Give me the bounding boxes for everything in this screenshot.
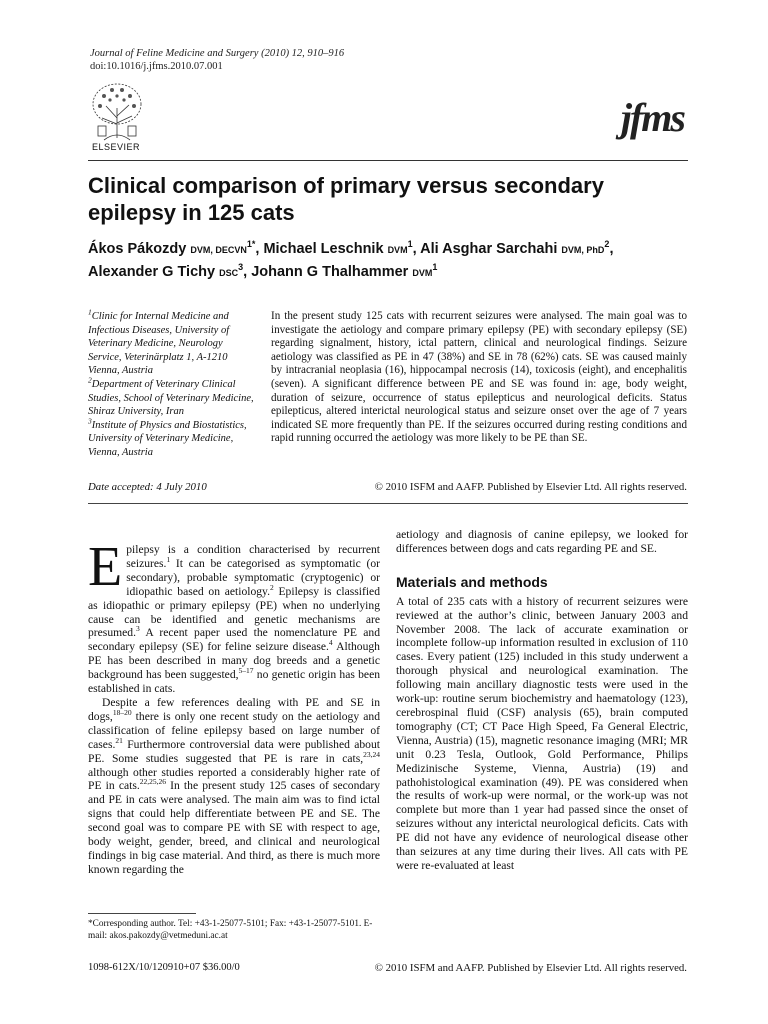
- author-credentials: DVM: [412, 268, 433, 278]
- article-title: Clinical comparison of primary versus secondary epilepsy in 125 cats: [88, 173, 604, 225]
- author-affiliation-mark: 1: [432, 262, 438, 273]
- author-name: Michael Leschnik: [263, 241, 384, 257]
- author-list: [88, 238, 698, 284]
- affiliation-number: 1: [88, 307, 92, 317]
- affiliation-text: Department of Veterinary Clinical Studies, School of Veterinary Medicine, Shiraz University, Iran: [88, 378, 254, 418]
- citation-ref[interactable]: 2: [270, 582, 274, 592]
- citation-ref[interactable]: 18–20: [112, 708, 132, 718]
- affiliation-text: Institute of Physics and Biostatistics, University of Veterinary Medicine, Vienna, Austria: [88, 419, 247, 458]
- affiliation-number: 2: [88, 375, 92, 385]
- author-separator: ,: [255, 241, 264, 257]
- body-text: Furthermore controversial data were published about PE. Some studies suggested that PE is rare in cats,: [88, 737, 380, 765]
- citation-ref[interactable]: 4: [328, 638, 333, 648]
- citation-ref[interactable]: 21: [115, 735, 123, 745]
- author-name: Alexander G Tichy: [88, 264, 216, 280]
- journal-citation: Journal of Feline Medicine and Surgery (2010) 12, 910–916: [90, 48, 345, 59]
- email-link[interactable]: akos.pakozdy@vetmeduni.ac.at: [109, 931, 228, 941]
- citation-ref[interactable]: 23,24: [363, 749, 380, 759]
- body-text: In the present study 125 cases of secondary and PE in cats were analysed. The main aim was to find ictal signs that could help differentiate between PE and SE. The second goal was to compare PE with SE with respect to age, body weight, gender, breed, and clinical and neurological findings in big case material. And third, as there is much more known regarding the: [88, 779, 380, 876]
- doi-link[interactable]: doi:10.1016/j.jfms.2010.07.001: [90, 61, 223, 72]
- section-heading-methods: Materials and methods: [396, 573, 548, 590]
- abstract-copyright: © 2010 ISFM and AAFP. Published by Elsevier Ltd. All rights reserved.: [374, 481, 687, 493]
- affiliation-text: Clinic for Internal Medicine and Infectious Diseases, University of Veterinary Medicine, Neurology Service, Veterinärplatz 1, A-1210 Vienna, Austria: [88, 311, 230, 377]
- author-name: Ákos Pákozdy: [88, 241, 187, 257]
- elsevier-tree-logo: [84, 78, 150, 146]
- author-credentials: DVM: [387, 245, 408, 255]
- body-text: there is only one recent study on the aetiology and classification of feline epilepsy based on large number of cases.: [88, 709, 380, 751]
- citation-ref[interactable]: 3: [135, 624, 140, 634]
- author-name: Ali Asghar Sarchahi: [420, 241, 558, 257]
- citation-ref[interactable]: 1: [166, 555, 171, 565]
- author-separator: ,: [412, 241, 421, 257]
- header-divider: [88, 160, 688, 161]
- jfms-logo: jfms: [620, 95, 684, 140]
- body-paragraph: A total of 235 cats with a history of recurrent seizures were reviewed at the author’s clinic, between January 2003 and November 2008. The lack of accurate examination or incomplete follow-up information resulted in exclusion of 110 cases. Every patient (125) included in this study underwent a thorough physical and neurological examination. The following main ancillary diagnostic tests were used in the work-up: routine serum biochemistry and haematology (123), cerebrospinal fluid (CSF) analysis (65), brain computed tomography (CT; CT Pace High Speed, Fa General Electric, Vienna, Austria) (15), magnetic resonance imaging (MRI; MR unit 0.23 Tesla, Outlook, Gold Performance, Philips Medizinische Systeme, Vienna, Austria) (19) and pathohistological examination (49). PE was considered when the results of work-up were normal, or the work-up was not complete but more than 1 year had passed since the onset of seizures without any interictal neurological deficits. Cats with PE did not have any evidence of neurological disease other than seizures at any time during their lives. All cats with PE were re-evaluated at least: [396, 594, 688, 872]
- citation-ref[interactable]: 5–17: [238, 666, 254, 676]
- date-accepted: Date accepted: 4 July 2010: [88, 481, 207, 493]
- author-credentials: DVM, PhD: [561, 245, 605, 255]
- body-paragraph: aetiology and diagnosis of canine epilepsy, we looked for differences between dogs and cats regarding PE and SE.: [396, 528, 688, 555]
- citation-ref[interactable]: 22,25,26: [139, 777, 166, 787]
- author-credentials: DSC: [219, 268, 239, 278]
- body-text: although other studies reported a considerably higher rate of PE in cats.: [88, 765, 380, 793]
- body-text: Epilepsy is classified as idiopathic or primary epilepsy (PE) when no underlying cause can be identified and genetic mechanisms are presumed.: [88, 584, 380, 640]
- author-affiliation-mark: 2: [604, 239, 610, 250]
- body-text: It can be categorised as symptomatic (or secondary), probable symptomatic (cryptogenic) or idiopathic based on aetiology.: [126, 556, 380, 598]
- body-text: no genetic origin has been established in cats.: [88, 668, 381, 696]
- elsevier-wordmark: ELSEVIER: [92, 142, 141, 152]
- author-separator: ,: [243, 264, 252, 280]
- abstract-divider: [88, 503, 688, 504]
- body-paragraph: [88, 536, 381, 696]
- footer-copyright: © 2010 ISFM and AAFP. Published by Elsevier Ltd. All rights reserved.: [374, 962, 687, 974]
- author-affiliation-mark: 1*: [246, 239, 256, 250]
- abstract: In the present study 125 cats with recurrent seizures were analysed. The main goal was to investigate the aetiology and compare primary epilepsy (PE) with secondary epilepsy (SE) regarding signalment, history, ictal pattern, clinical and neurological findings. Seizure aetiology was classified as PE in 47 (38%) and SE in 78 (62%) cats. SE was caused mainly by intracranial neoplasia (16), hippocampal necrosis (14), toxicosis (eight), and encephalitis (seven). A significant difference between PE and SE was found in: age, body weight, duration of seizure, occurrence of status epilepticus and neurological deficits. Status epilepticus, altered interictal neurological status and seizure onset over the age of 7 years indicated SE more frequently than PE. If the seizures occurred during resting conditions and rapid running occurred the aetiology was more likely to be PE than SE.: [271, 310, 687, 445]
- author-name: Johann G Thalhammer: [251, 264, 409, 280]
- body-text: Although PE has been described in many dog breeds and a genetic background has been suggested,: [88, 640, 380, 682]
- body-text: A recent paper used the nomenclature PE and secondary epilepsy (SE) for feline seizure disease.: [88, 626, 380, 654]
- body-paragraph: [88, 696, 380, 877]
- affiliation-item: [88, 375, 256, 419]
- author-affiliation-mark: 3: [238, 262, 244, 273]
- body-column-left: [88, 536, 381, 877]
- body-text: Despite a few references dealing with PE and SE in dogs,: [88, 695, 380, 723]
- body-text: pilepsy is a condition characterised by recurrent seizures.: [126, 543, 380, 570]
- affiliations: [88, 307, 256, 460]
- author-affiliation-mark: 1: [407, 239, 413, 250]
- affiliation-item: [88, 307, 256, 378]
- article-code: 1098-612X/10/120910+07 $36.00/0: [88, 962, 240, 973]
- author-credentials: DVM, DECVN: [190, 245, 247, 255]
- corresponding-author-footnote: [88, 918, 380, 942]
- drop-cap: E: [88, 536, 123, 598]
- author-separator: ,: [609, 241, 614, 257]
- body-column-right: [396, 528, 688, 873]
- footnote-text: *Corresponding author. Tel: +43-1-25077-5101; Fax: +43-1-25077-5101. E-mail:: [88, 919, 373, 941]
- affiliation-item: [88, 416, 256, 460]
- affiliation-number: 3: [88, 416, 92, 426]
- footnote-divider: [88, 913, 196, 914]
